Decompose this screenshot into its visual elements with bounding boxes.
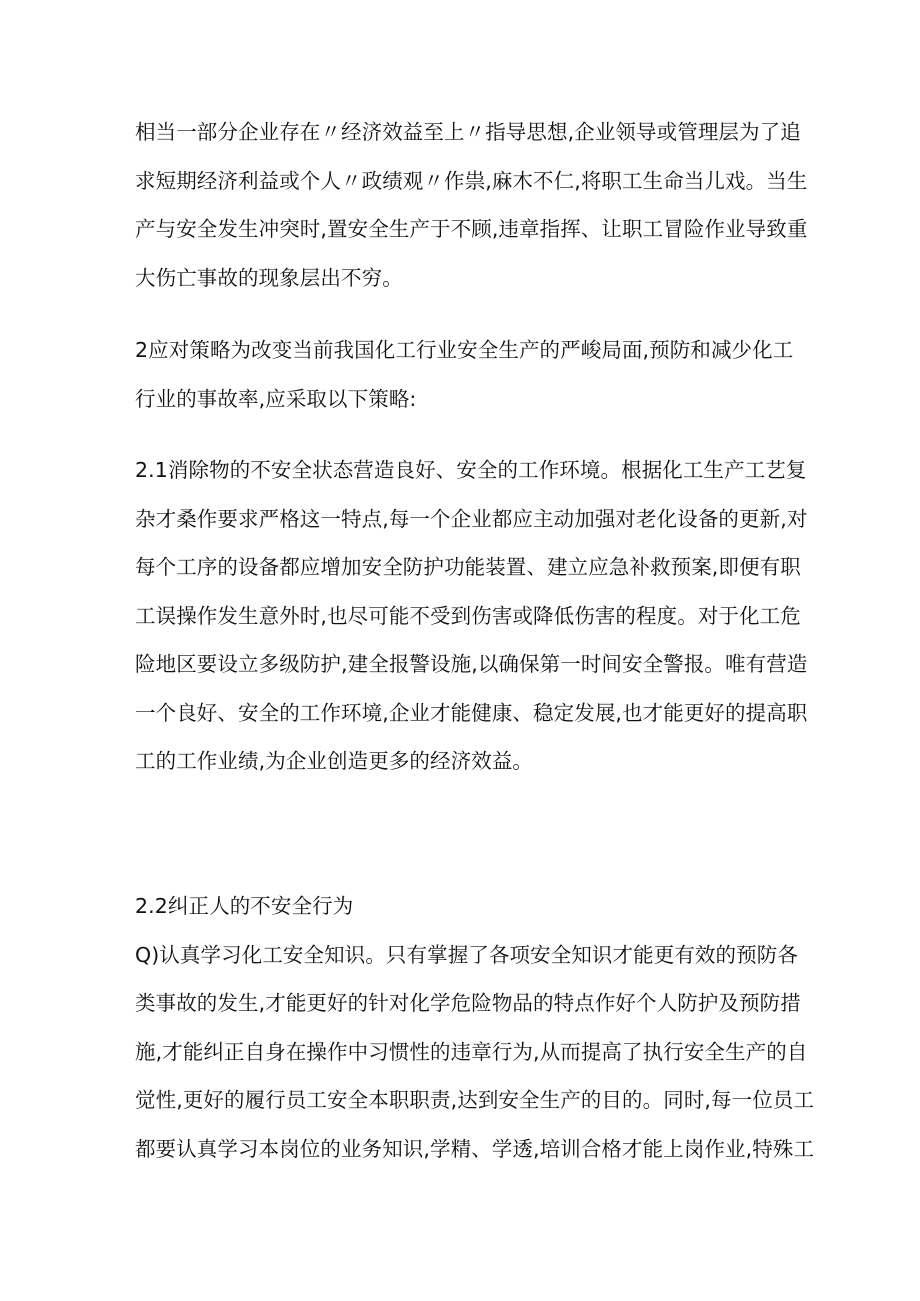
text-line: 工误操作发生意外时,也尽可能不受到伤害或降低伤害的程度。对于化工危 xyxy=(135,603,801,628)
text-line: 2应对策略为改变当前我国化工行业安全生产的严峻局面,预防和减少化工 xyxy=(135,338,794,362)
text-line: 杂才桑作要求严格这一特点,每一个企业都应主动加强对老化设备的更新,对 xyxy=(135,506,808,531)
text-line: 类事故的发生,才能更好的针对化学危险物品的特点作好个人防护及预防措 xyxy=(135,991,801,1015)
text-line: 大伤亡事故的现象层出不穷。 xyxy=(135,265,403,290)
paragraph-strategy-intro xyxy=(135,326,795,423)
text-line: 都要认真学习本岗位的业务知识,学精、学透,培训合格才能上岗作业,特殊工 xyxy=(135,1136,815,1161)
text-line: 施,才能纠正自身在操作中习惯性的违章行为,从而提高了执行安全生产的自 xyxy=(135,1039,808,1064)
text-line: 求短期经济利益或个人〃政绩观〃作祟,麻木不仁,将职工生命当儿戏。当生 xyxy=(135,168,808,193)
text-line: 每个工序的设备都应增加安全防护功能装置、建立应急补救预案,即便有职 xyxy=(135,555,801,579)
text-line: 一个良好、安全的工作环境,企业才能健康、稳定发展,也才能更好的提高职 xyxy=(135,700,808,725)
text-line: Q)认真学习化工安全知识。只有掌握了各项安全知识才能更有效的预防各 xyxy=(135,942,798,967)
text-line: 相当一部分企业存在〃经济效益至上〃指导思想,企业领导或管理层为了追 xyxy=(135,120,801,144)
text-line: 产与安全发生冲突时,置安全生产于不顾,违章指挥、让职工冒险作业导致重 xyxy=(135,217,808,241)
paragraph-section-2-1 xyxy=(135,446,808,786)
text-line: 行业的事故率,应采取以下策略: xyxy=(135,386,417,411)
text-line: 2.1消除物的不安全状态营造良好、安全的工作环境。根据化工生产工艺复 xyxy=(135,458,807,482)
section-heading: 2.2纠正人的不安全行为 xyxy=(135,894,354,918)
paragraph-section-2-2 xyxy=(135,882,815,1173)
text-line: 工的工作业绩,为企业创造更多的经济效益。 xyxy=(135,749,534,773)
paragraph-management-ideology xyxy=(135,108,808,302)
text-line: 觉性,更好的履行员工安全本职职责,达到安全生产的目的。同时,每一位员工 xyxy=(135,1088,815,1112)
text-line: 险地区要设立多级防护,建全报警设施,以确保第一时间安全警报。唯有营造 xyxy=(135,652,808,676)
